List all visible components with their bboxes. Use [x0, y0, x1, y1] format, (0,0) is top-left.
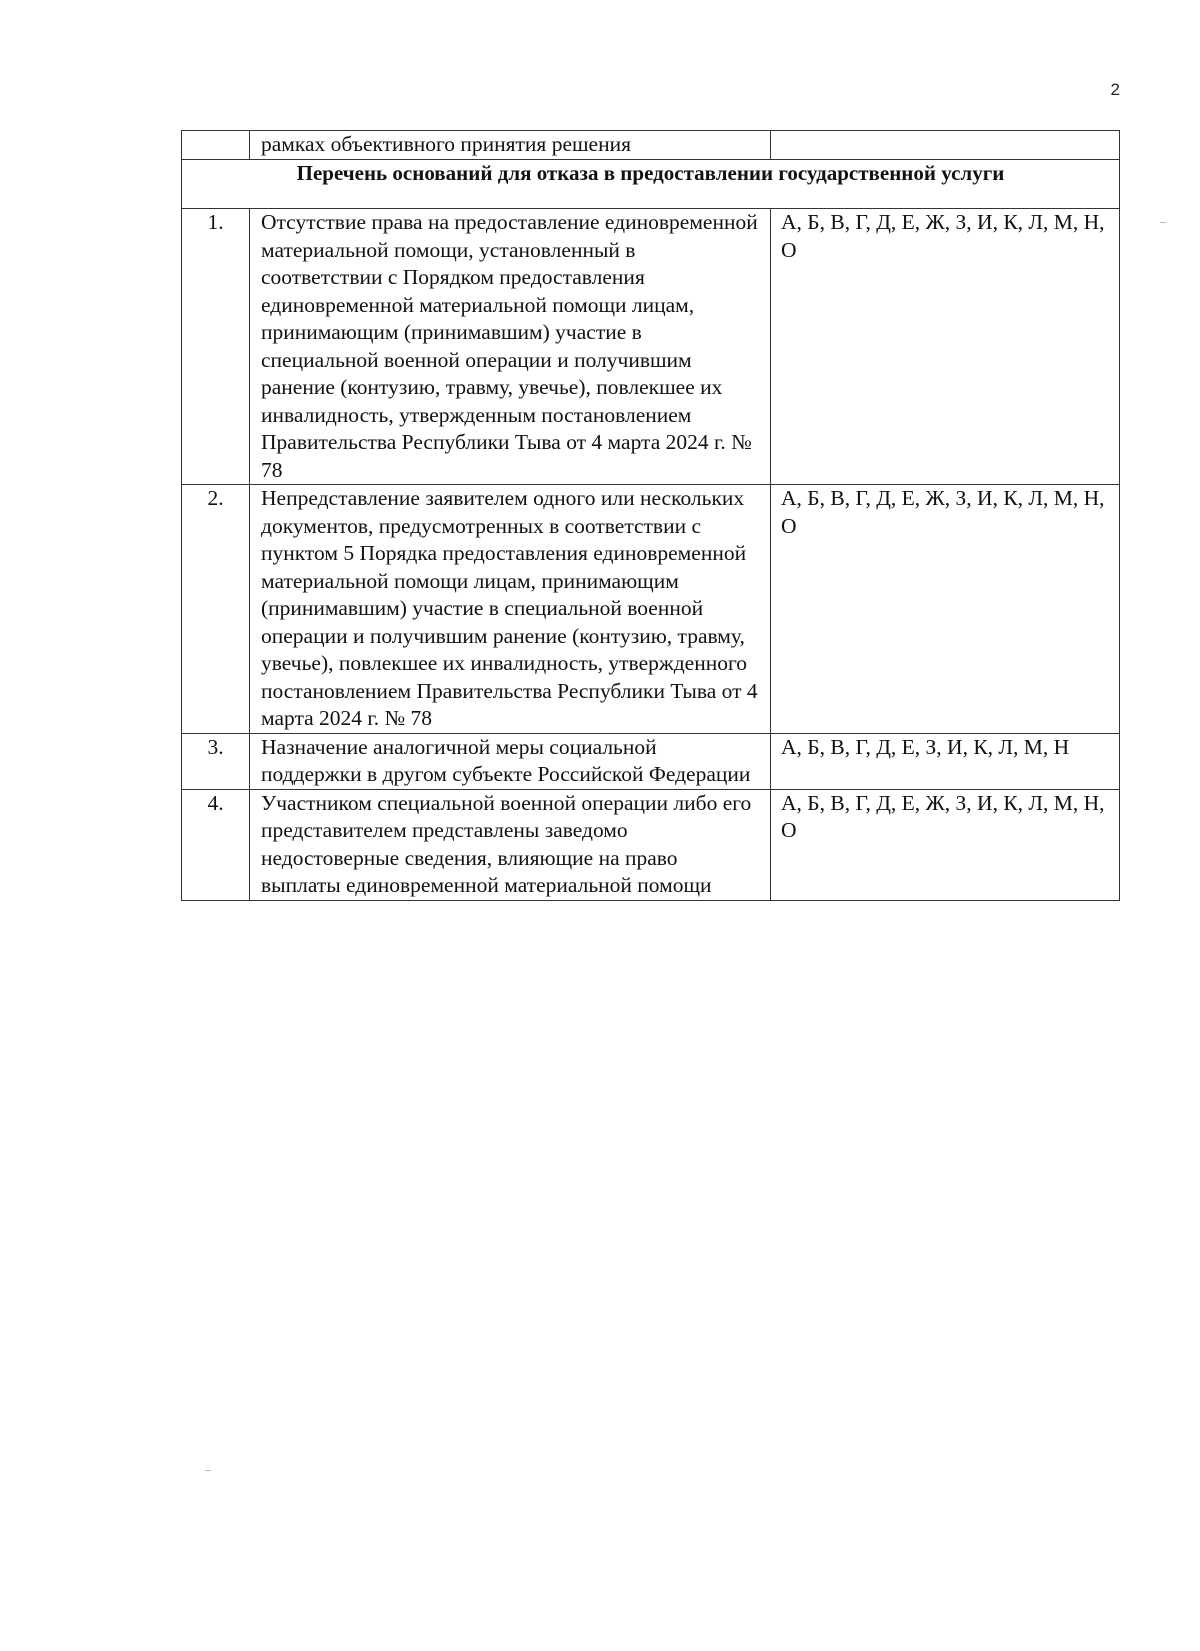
row-reason-text: Назначение аналогичной меры социальной поддержки в другом субъекте Российской Федерации	[250, 733, 771, 789]
table-row	[182, 209, 1120, 485]
scan-artifact	[1160, 222, 1166, 223]
table-row	[182, 733, 1120, 789]
row-applicable-codes: А, Б, В, Г, Д, Е, Ж, З, И, К, Л, М, Н, О	[771, 789, 1120, 900]
row-applicable-codes: А, Б, В, Г, Д, Е, З, И, К, Л, М, Н	[771, 733, 1120, 789]
row-applicable-codes: А, Б, В, Г, Д, Е, Ж, З, И, К, Л, М, Н, О	[771, 209, 1120, 485]
table-cell-continuation-text: рамках объективного принятия решения	[250, 131, 771, 160]
row-number: 4.	[182, 789, 250, 900]
section-header: Перечень оснований для отказа в предоставлении государственной услуги	[182, 159, 1120, 209]
table-row	[182, 789, 1120, 900]
row-number: 3.	[182, 733, 250, 789]
table-section-header-row	[182, 159, 1120, 209]
scan-artifact	[205, 1470, 211, 1471]
table-cell-codes	[771, 131, 1120, 160]
row-reason-text: Отсутствие права на предоставление единовременной материальной помощи, установленный в соответствии с Порядком предоставления единовременной материальной помощи лицам, принимающим (принимавшим) участие в специальной военной операции и получившим ранение (контузию, травму, увечье), повлекшее их инвалидность, утвержденным постановлением Правительства Республики Тыва от 4 марта 2024 г. № 78	[250, 209, 771, 485]
table-cell-number	[182, 131, 250, 160]
row-number: 1.	[182, 209, 250, 485]
refusal-grounds-table	[181, 130, 1120, 901]
table-row-continuation	[182, 131, 1120, 160]
row-applicable-codes: А, Б, В, Г, Д, Е, Ж, З, И, К, Л, М, Н, О	[771, 485, 1120, 734]
page-number: 2	[1110, 80, 1120, 99]
row-number: 2.	[182, 485, 250, 734]
row-reason-text: Участником специальной военной операции либо его представителем представлены заведомо недостоверные сведения, влияющие на право выплаты единовременной материальной помощи	[250, 789, 771, 900]
row-reason-text: Непредставление заявителем одного или нескольких документов, предусмотренных в соответствии с пунктом 5 Порядка предоставления единовременной материальной помощи лицам, принимающим (принимавшим) участие в специальной военной операции и получившим ранение (контузию, травму, увечье), повлекшее их инвалидность, утвержденного постановлением Правительства Республики Тыва от 4 марта 2024 г. № 78	[250, 485, 771, 734]
table-row	[182, 485, 1120, 734]
